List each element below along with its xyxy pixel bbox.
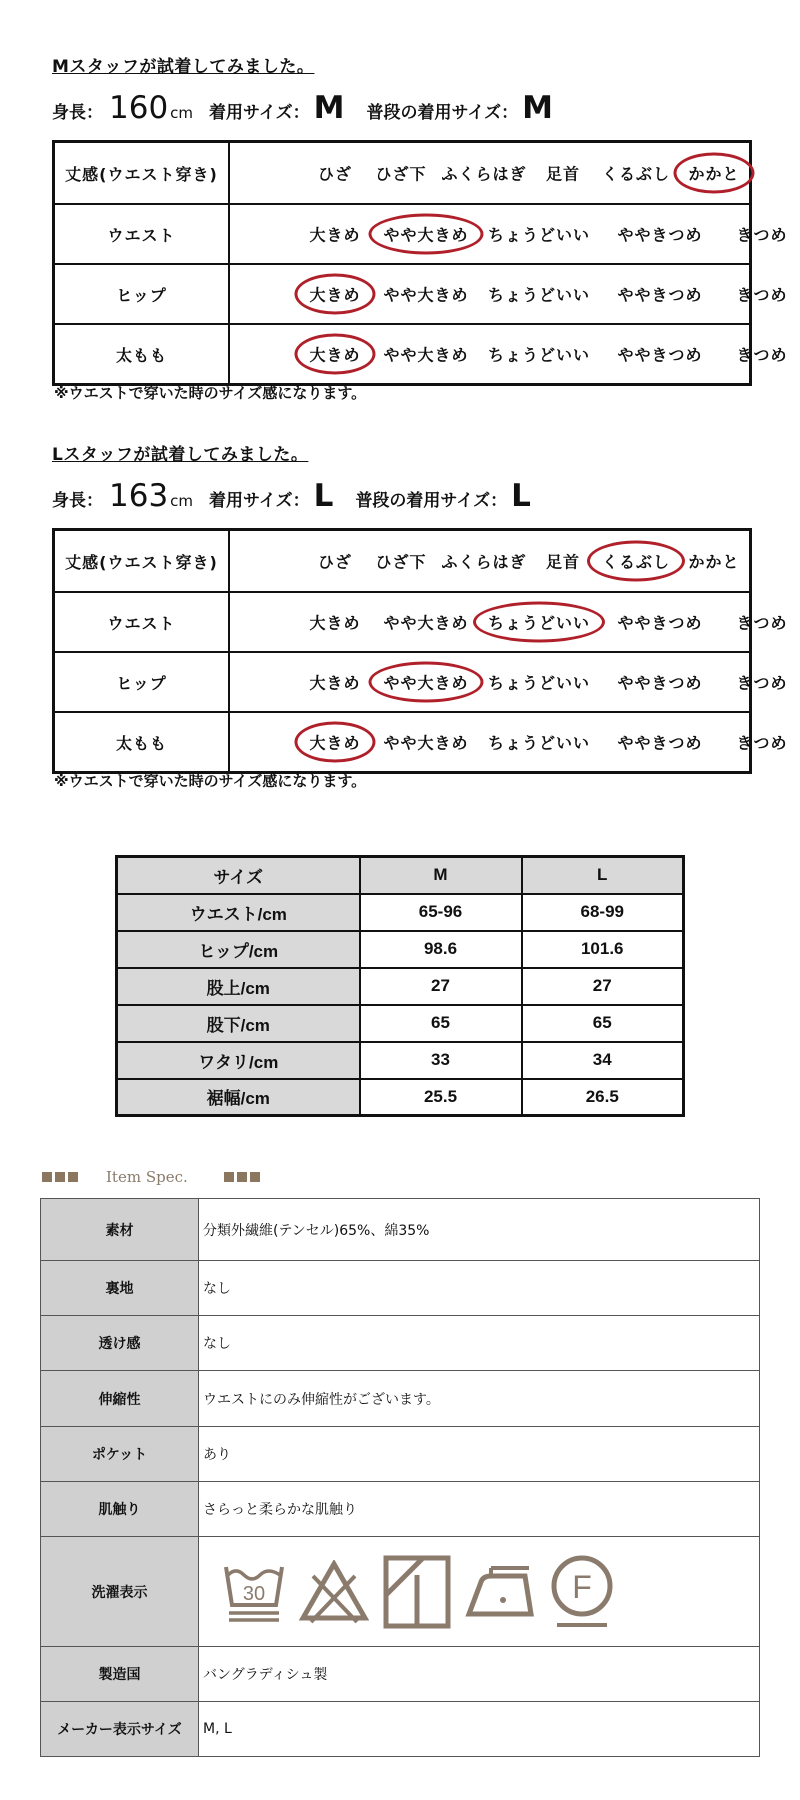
fit-option: ややきつめ <box>617 673 703 693</box>
fit-row <box>55 711 788 771</box>
spec-value: ウエストにのみ伸縮性がございます。 <box>199 1371 760 1427</box>
fit-row-label: 丈感(ウエスト穿き) <box>55 143 230 203</box>
table-row <box>41 1371 760 1427</box>
usual-size-label: 普段の着用サイズ： <box>355 491 508 511</box>
table-row <box>41 1702 760 1757</box>
table-row <box>41 1427 760 1482</box>
fit-option-selected: かかと <box>673 153 754 194</box>
fit-option-selected: やや大きめ <box>368 662 483 703</box>
square-icon <box>68 1172 78 1182</box>
size-row-label: 股下/cm <box>117 1005 360 1042</box>
spec-label: 素材 <box>41 1199 199 1261</box>
staff-l-note: ※ウエストで穿いた時のサイズ感になります。 <box>54 772 367 790</box>
fit-option: ちょうどいい <box>487 285 591 305</box>
fit-row <box>55 143 749 203</box>
fit-option: ややきつめ <box>617 733 703 753</box>
wash-30-icon <box>223 1559 285 1625</box>
size-cell: 65 <box>360 1005 522 1042</box>
fit-option-selected: 大きめ <box>294 334 375 375</box>
decor-squares-right <box>224 1172 260 1182</box>
staff-m-section <box>52 52 752 126</box>
table-row <box>41 1316 760 1371</box>
fit-options <box>230 143 749 203</box>
fit-option: 足首 <box>545 164 581 184</box>
size-table <box>115 855 685 1117</box>
worn-size-value: M <box>313 90 345 126</box>
fit-options <box>230 531 749 591</box>
size-table-header <box>117 857 684 894</box>
iron-low-icon <box>465 1562 535 1622</box>
size-cell: 98.6 <box>360 931 522 968</box>
usual-size-value: L <box>511 478 531 514</box>
fit-option: 大きめ <box>309 673 361 693</box>
size-row-label: ウエスト/cm <box>117 894 360 931</box>
table-row <box>117 1005 684 1042</box>
worn-size-label: 着用サイズ： <box>209 103 310 123</box>
spec-label: メーカー表示サイズ <box>41 1702 199 1757</box>
fit-row-label: ヒップ <box>55 265 230 323</box>
dry-clean-letter: F <box>572 1568 592 1605</box>
table-row <box>41 1482 760 1537</box>
spec-label: 伸縮性 <box>41 1371 199 1427</box>
fit-row <box>55 263 788 323</box>
table-row <box>41 1647 760 1702</box>
wash-symbols <box>199 1537 760 1647</box>
fit-option: ひざ下 <box>375 164 427 184</box>
fit-row <box>55 651 788 711</box>
fit-option: ふくらはぎ <box>441 552 527 572</box>
fit-row <box>55 591 788 651</box>
table-row <box>41 1199 760 1261</box>
fit-option: きつめ <box>736 345 788 365</box>
staff-m-stats <box>52 90 575 126</box>
size-cell: 65 <box>522 1005 684 1042</box>
size-header-cell: M <box>360 857 522 894</box>
fit-row-label: ウエスト <box>55 593 230 651</box>
fit-row <box>55 531 749 591</box>
fit-option: きつめ <box>736 285 788 305</box>
fit-options <box>230 325 788 383</box>
staff-l-heading: Lスタッフが試着してみました。 <box>52 445 309 465</box>
height-value: 163 <box>109 478 169 514</box>
size-header-cell: L <box>522 857 684 894</box>
staff-l-stats <box>52 478 553 514</box>
table-row <box>117 1079 684 1116</box>
fit-option: 大きめ <box>309 225 361 245</box>
fit-row-label: ウエスト <box>55 205 230 263</box>
fit-options <box>230 205 788 263</box>
size-cell: 101.6 <box>522 931 684 968</box>
size-row-label: 裾幅/cm <box>117 1079 360 1116</box>
fit-option-selected: ちょうどいい <box>473 602 605 643</box>
height-unit: cm <box>170 492 194 510</box>
size-cell: 65-96 <box>360 894 522 931</box>
line-dry-shade-icon <box>383 1555 451 1629</box>
fit-option-selected: くるぶし <box>587 541 685 582</box>
no-bleach-icon <box>299 1560 369 1624</box>
staff-l-fit-table <box>52 528 788 774</box>
wash-temp-text: 30 <box>242 1582 266 1605</box>
usual-size-label: 普段の着用サイズ： <box>366 103 519 123</box>
size-cell: 27 <box>522 968 684 1005</box>
spec-value: 分類外繊維(テンセル)65%、綿35% <box>199 1199 760 1261</box>
fit-option: やや大きめ <box>383 733 469 753</box>
square-icon <box>237 1172 247 1182</box>
spec-value: なし <box>199 1261 760 1316</box>
staff-m-note: ※ウエストで穿いた時のサイズ感になります。 <box>54 384 367 402</box>
fit-option: きつめ <box>736 613 788 633</box>
spec-label: 透け感 <box>41 1316 199 1371</box>
fit-row-label: 太もも <box>55 325 230 383</box>
fit-option: ややきつめ <box>617 345 703 365</box>
fit-options <box>230 593 788 651</box>
dry-clean-f-icon <box>549 1552 615 1632</box>
size-cell: 34 <box>522 1042 684 1079</box>
size-row-label: 股上/cm <box>117 968 360 1005</box>
spec-value: バングラディシュ製 <box>199 1647 760 1702</box>
spec-value: なし <box>199 1316 760 1371</box>
fit-option: ややきつめ <box>617 225 703 245</box>
fit-option: 大きめ <box>309 613 361 633</box>
size-cell: 26.5 <box>522 1079 684 1116</box>
table-row <box>117 968 684 1005</box>
size-cell: 68-99 <box>522 894 684 931</box>
spec-label: 裏地 <box>41 1261 199 1316</box>
table-row <box>117 931 684 968</box>
size-cell: 25.5 <box>360 1079 522 1116</box>
spec-value: さらっと柔らかな肌触り <box>199 1482 760 1537</box>
square-icon <box>55 1172 65 1182</box>
fit-options <box>230 713 788 771</box>
table-row <box>41 1537 760 1647</box>
item-spec-table <box>40 1198 760 1757</box>
fit-options <box>230 265 788 323</box>
fit-option: くるぶし <box>601 164 671 184</box>
size-cell: 33 <box>360 1042 522 1079</box>
fit-row <box>55 203 788 263</box>
height-unit: cm <box>170 104 194 122</box>
table-row <box>117 1042 684 1079</box>
item-spec-title: Item Spec. <box>106 1168 188 1186</box>
fit-row-label: 太もも <box>55 713 230 771</box>
item-spec-heading <box>42 1168 260 1186</box>
fit-option: ややきつめ <box>617 613 703 633</box>
fit-option-selected: 大きめ <box>294 722 375 763</box>
size-cell: 27 <box>360 968 522 1005</box>
fit-option: ちょうどいい <box>487 225 591 245</box>
spec-label: 洗濯表示 <box>41 1537 199 1647</box>
decor-squares-left <box>42 1172 78 1182</box>
fit-option: ちょうどいい <box>487 673 591 693</box>
fit-option: やや大きめ <box>383 613 469 633</box>
fit-row <box>55 323 788 383</box>
fit-option: 足首 <box>545 552 581 572</box>
staff-m-fit-table <box>52 140 788 386</box>
fit-option: かかと <box>688 552 740 572</box>
table-row <box>41 1261 760 1316</box>
square-icon <box>250 1172 260 1182</box>
fit-option: きつめ <box>736 225 788 245</box>
fit-option: きつめ <box>736 733 788 753</box>
fit-option: ひざ <box>317 552 353 572</box>
worn-size-value: L <box>313 478 334 514</box>
worn-size-label: 着用サイズ： <box>209 491 310 511</box>
fit-row-label: 丈感(ウエスト穿き) <box>55 531 230 591</box>
fit-option: ちょうどいい <box>487 733 591 753</box>
fit-option: きつめ <box>736 673 788 693</box>
height-label: 身長： <box>52 103 103 123</box>
fit-option: やや大きめ <box>383 285 469 305</box>
spec-value: M, L <box>199 1702 760 1757</box>
fit-option-selected: 大きめ <box>294 274 375 315</box>
fit-option: ひざ <box>317 164 353 184</box>
usual-size-value: M <box>522 90 554 126</box>
fit-option: ややきつめ <box>617 285 703 305</box>
fit-option-selected: やや大きめ <box>368 214 483 255</box>
height-value: 160 <box>109 90 169 126</box>
height-label: 身長： <box>52 491 103 511</box>
size-row-label: ヒップ/cm <box>117 931 360 968</box>
fit-option: ちょうどいい <box>487 345 591 365</box>
fit-option: やや大きめ <box>383 345 469 365</box>
fit-row-label: ヒップ <box>55 653 230 711</box>
spec-label: ポケット <box>41 1427 199 1482</box>
table-row <box>117 894 684 931</box>
spec-label: 肌触り <box>41 1482 199 1537</box>
staff-l-section <box>52 440 752 514</box>
square-icon <box>42 1172 52 1182</box>
staff-m-heading: Mスタッフが試着してみました。 <box>52 57 315 77</box>
square-icon <box>224 1172 234 1182</box>
size-header-cell: サイズ <box>117 857 360 894</box>
size-row-label: ワタリ/cm <box>117 1042 360 1079</box>
spec-value: あり <box>199 1427 760 1482</box>
fit-options <box>230 653 788 711</box>
spec-label: 製造国 <box>41 1647 199 1702</box>
fit-option: ひざ下 <box>375 552 427 572</box>
fit-option: ふくらはぎ <box>441 164 527 184</box>
